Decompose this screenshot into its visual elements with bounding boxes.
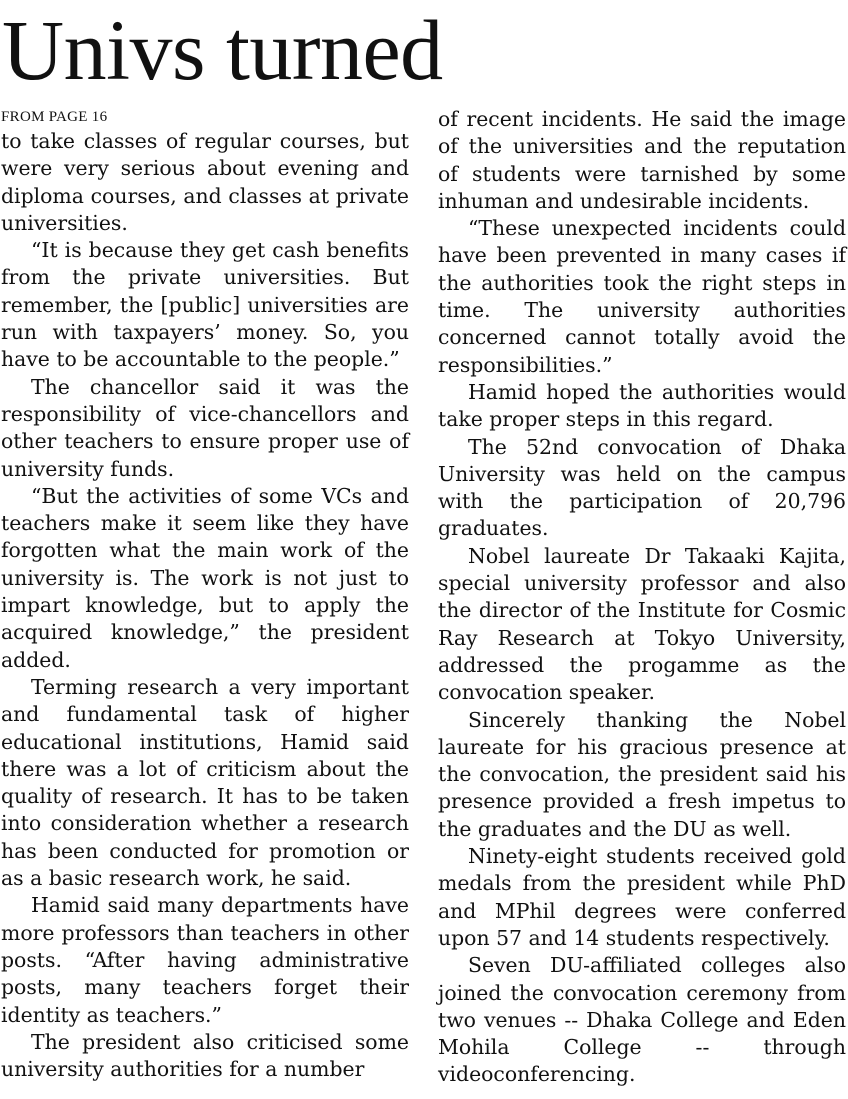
paragraph: Hamid said many departments have more professors than teachers in other posts. “After having administrative posts, many teachers forget their identity as teachers.” (1, 893, 409, 1027)
paragraph: “But the activities of some VCs and teachers make it seem like they have forgotten what the main work of the university is. The work is not just to impart knowledge, but to apply the acquired knowledge,” the president added. (1, 483, 409, 672)
paragraph: The chancellor said it was the responsibility of vice-chancellors and other teachers to ensure proper use of university funds. (1, 374, 409, 481)
jump-label: FROM PAGE 16 (1, 109, 108, 125)
paragraph: of recent incidents. He said the image of the universities and the reputation of students were tarnished by some inhuman and undesirable incidents. (438, 107, 846, 213)
headline: Univs turned (2, 2, 443, 98)
article-column-right (438, 106, 846, 1089)
paragraph: “It is because they get cash benefits from the private universities. But remember, the [public] universities are run with taxpayers’ money. So, you have to be accountable to the people.” (1, 238, 409, 372)
paragraph: Ninety-eight students received gold medals from the president while PhD and MPhil degrees were conferred upon 57 and 14 students respectively. (438, 844, 846, 950)
paragraph: Nobel laureate Dr Takaaki Kajita, special university professor and also the director of the Institute for Cosmic Ray Research at Tokyo University, addressed the progamme as the convocation speaker. (438, 543, 846, 705)
paragraph: Hamid hoped the authorities would take proper steps in this regard. (438, 379, 846, 432)
paragraph: Terming research a very important and fundamental task of higher educational institutions, Hamid said there was a lot of criticism about the quality of research. It has to be taken into consideration whether a research has been conducted for promotion or as a basic research work, he said. (1, 674, 409, 891)
paragraph: Sincerely thanking the Nobel laureate for his gracious presence at the convocation, the president said his presence provided a fresh impetus to the graduates and the DU as well. (438, 707, 846, 841)
paragraph: The 52nd convocation of Dhaka University was held on the campus with the participation of 20,796 graduates. (438, 434, 846, 541)
paragraph: The president also criticised some university authorities for a number (1, 1029, 409, 1082)
paragraph: “These unexpected incidents could have been prevented in many cases if the authorities took the right steps in time. The university authorities concerned cannot totally avoid the responsibilities.” (438, 216, 846, 377)
article-column-left (1, 106, 409, 1083)
paragraph: Seven DU-affiliated colleges also joined the convocation ceremony from two venues -- Dhaka College and Eden Mohila College -- through videoconferencing. (438, 953, 846, 1087)
paragraph: to take classes of regular courses, but were very serious about evening and diploma courses, and classes at private universities. (1, 129, 409, 235)
